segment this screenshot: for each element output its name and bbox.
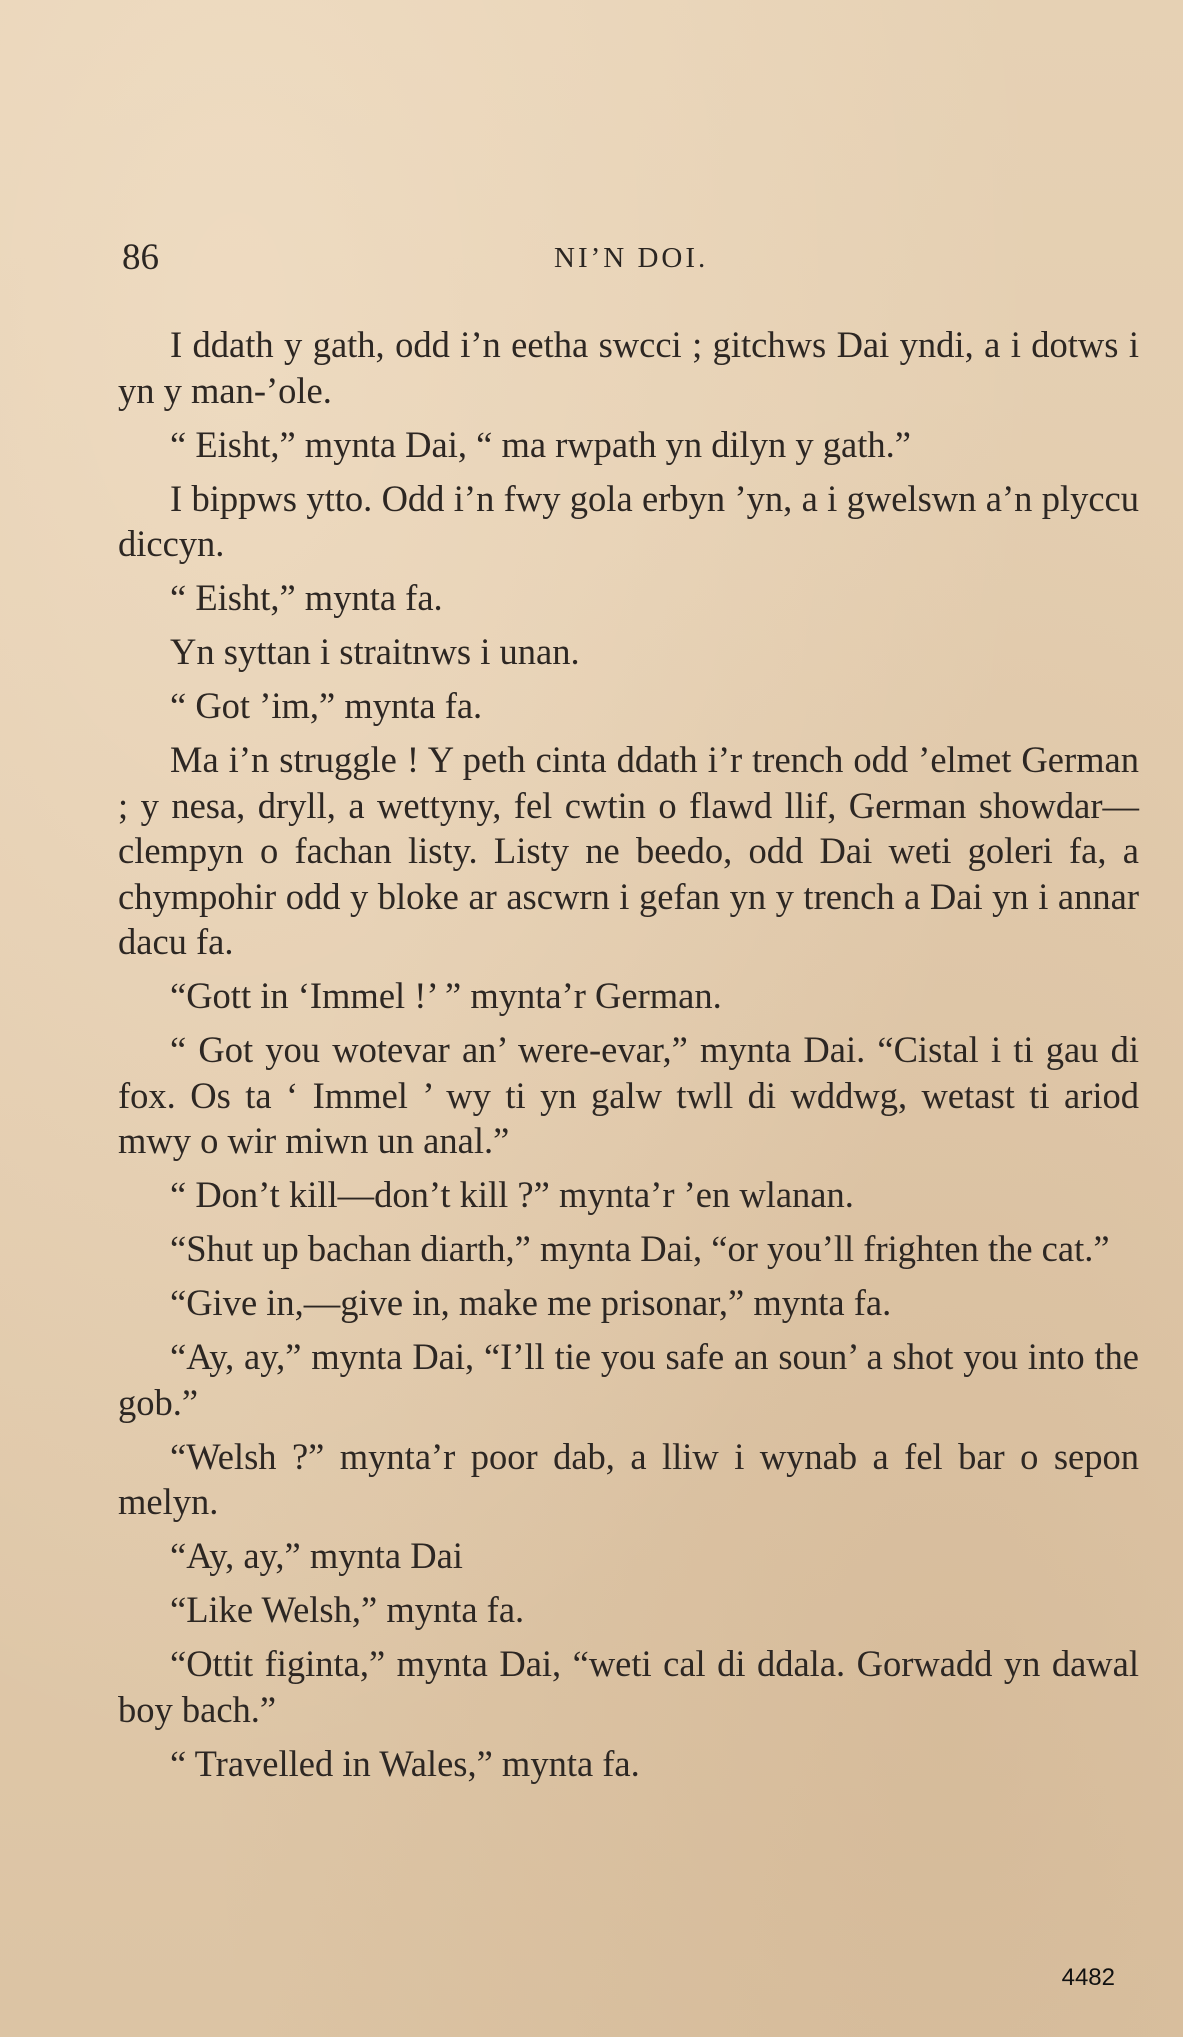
paragraph: I ddath y gath, odd i’n eetha swcci ; gitchws Dai yndi, a i dotws i yn y man-’ole. <box>118 324 1139 411</box>
page-number: 86 <box>122 237 159 278</box>
body-text <box>118 322 1139 1795</box>
paragraph: “ Got ’im,” mynta fa. <box>170 685 483 726</box>
paragraph: “Ay, ay,” mynta Dai <box>170 1535 463 1576</box>
page-header <box>122 236 1139 286</box>
paragraph: “Like Welsh,” mynta fa. <box>170 1589 525 1630</box>
paragraph: “Give in,—give in, make me prisonar,” mynta fa. <box>170 1282 892 1323</box>
paragraph: “Gott in ‘Immel !’ ” mynta’r German. <box>170 975 722 1016</box>
paragraph: “Shut up bachan diarth,” mynta Dai, “or you’ll frighten the cat.” <box>170 1228 1110 1269</box>
paragraph: Ma i’n struggle ! Y peth cinta ddath i’r trench odd ’elmet German ; y nesa, dryll, a wettyny, fel cwtin o flawd llif, German showdar—clempyn o fachan listy. Listy ne beedo, odd Dai weti goleri fa, a chympohir odd y bloke ar ascwrn i gefan yn y trench a Dai yn i annar dacu fa. <box>118 739 1139 962</box>
paragraph: I bippws ytto. Odd i’n fwy gola erbyn ’yn, a i gwelswn a’n plyccu diccyn. <box>118 477 1139 564</box>
paragraph: “Ottit figinta,” mynta Dai, “weti cal di ddala. Gorwadd yn dawal boy bach.” <box>118 1643 1139 1730</box>
paragraph: “Welsh ?” mynta’r poor dab, a lliw i wynab a fel bar o sepon melyn. <box>118 1435 1139 1522</box>
paragraph: “Ay, ay,” mynta Dai, “I’ll tie you safe an soun’ a shot you into the gob.” <box>118 1336 1139 1423</box>
paragraph: “ Eisht,” mynta fa. <box>170 577 443 618</box>
paragraph: Yn syttan i straitnws i unan. <box>170 631 580 672</box>
paragraph: “ Travelled in Wales,” mynta fa. <box>170 1742 640 1784</box>
paragraph: “ Got you wotevar an’ were-evar,” mynta Dai. “Cistal i ti gau di fox. Os ta ‘ Immel ’ wy ti yn galw twll di wddwg, wetast ti ariod mwy o wir miwn un anal.” <box>118 1029 1139 1161</box>
reference-number: 4482 <box>1061 1964 1115 1991</box>
paragraph: “ Don’t kill—don’t kill ?” mynta’r ’en wlanan. <box>170 1174 854 1215</box>
paragraph: “ Eisht,” mynta Dai, “ ma rwpath yn dilyn y gath.” <box>170 423 911 465</box>
running-title: NI’N DOI. <box>554 242 709 274</box>
